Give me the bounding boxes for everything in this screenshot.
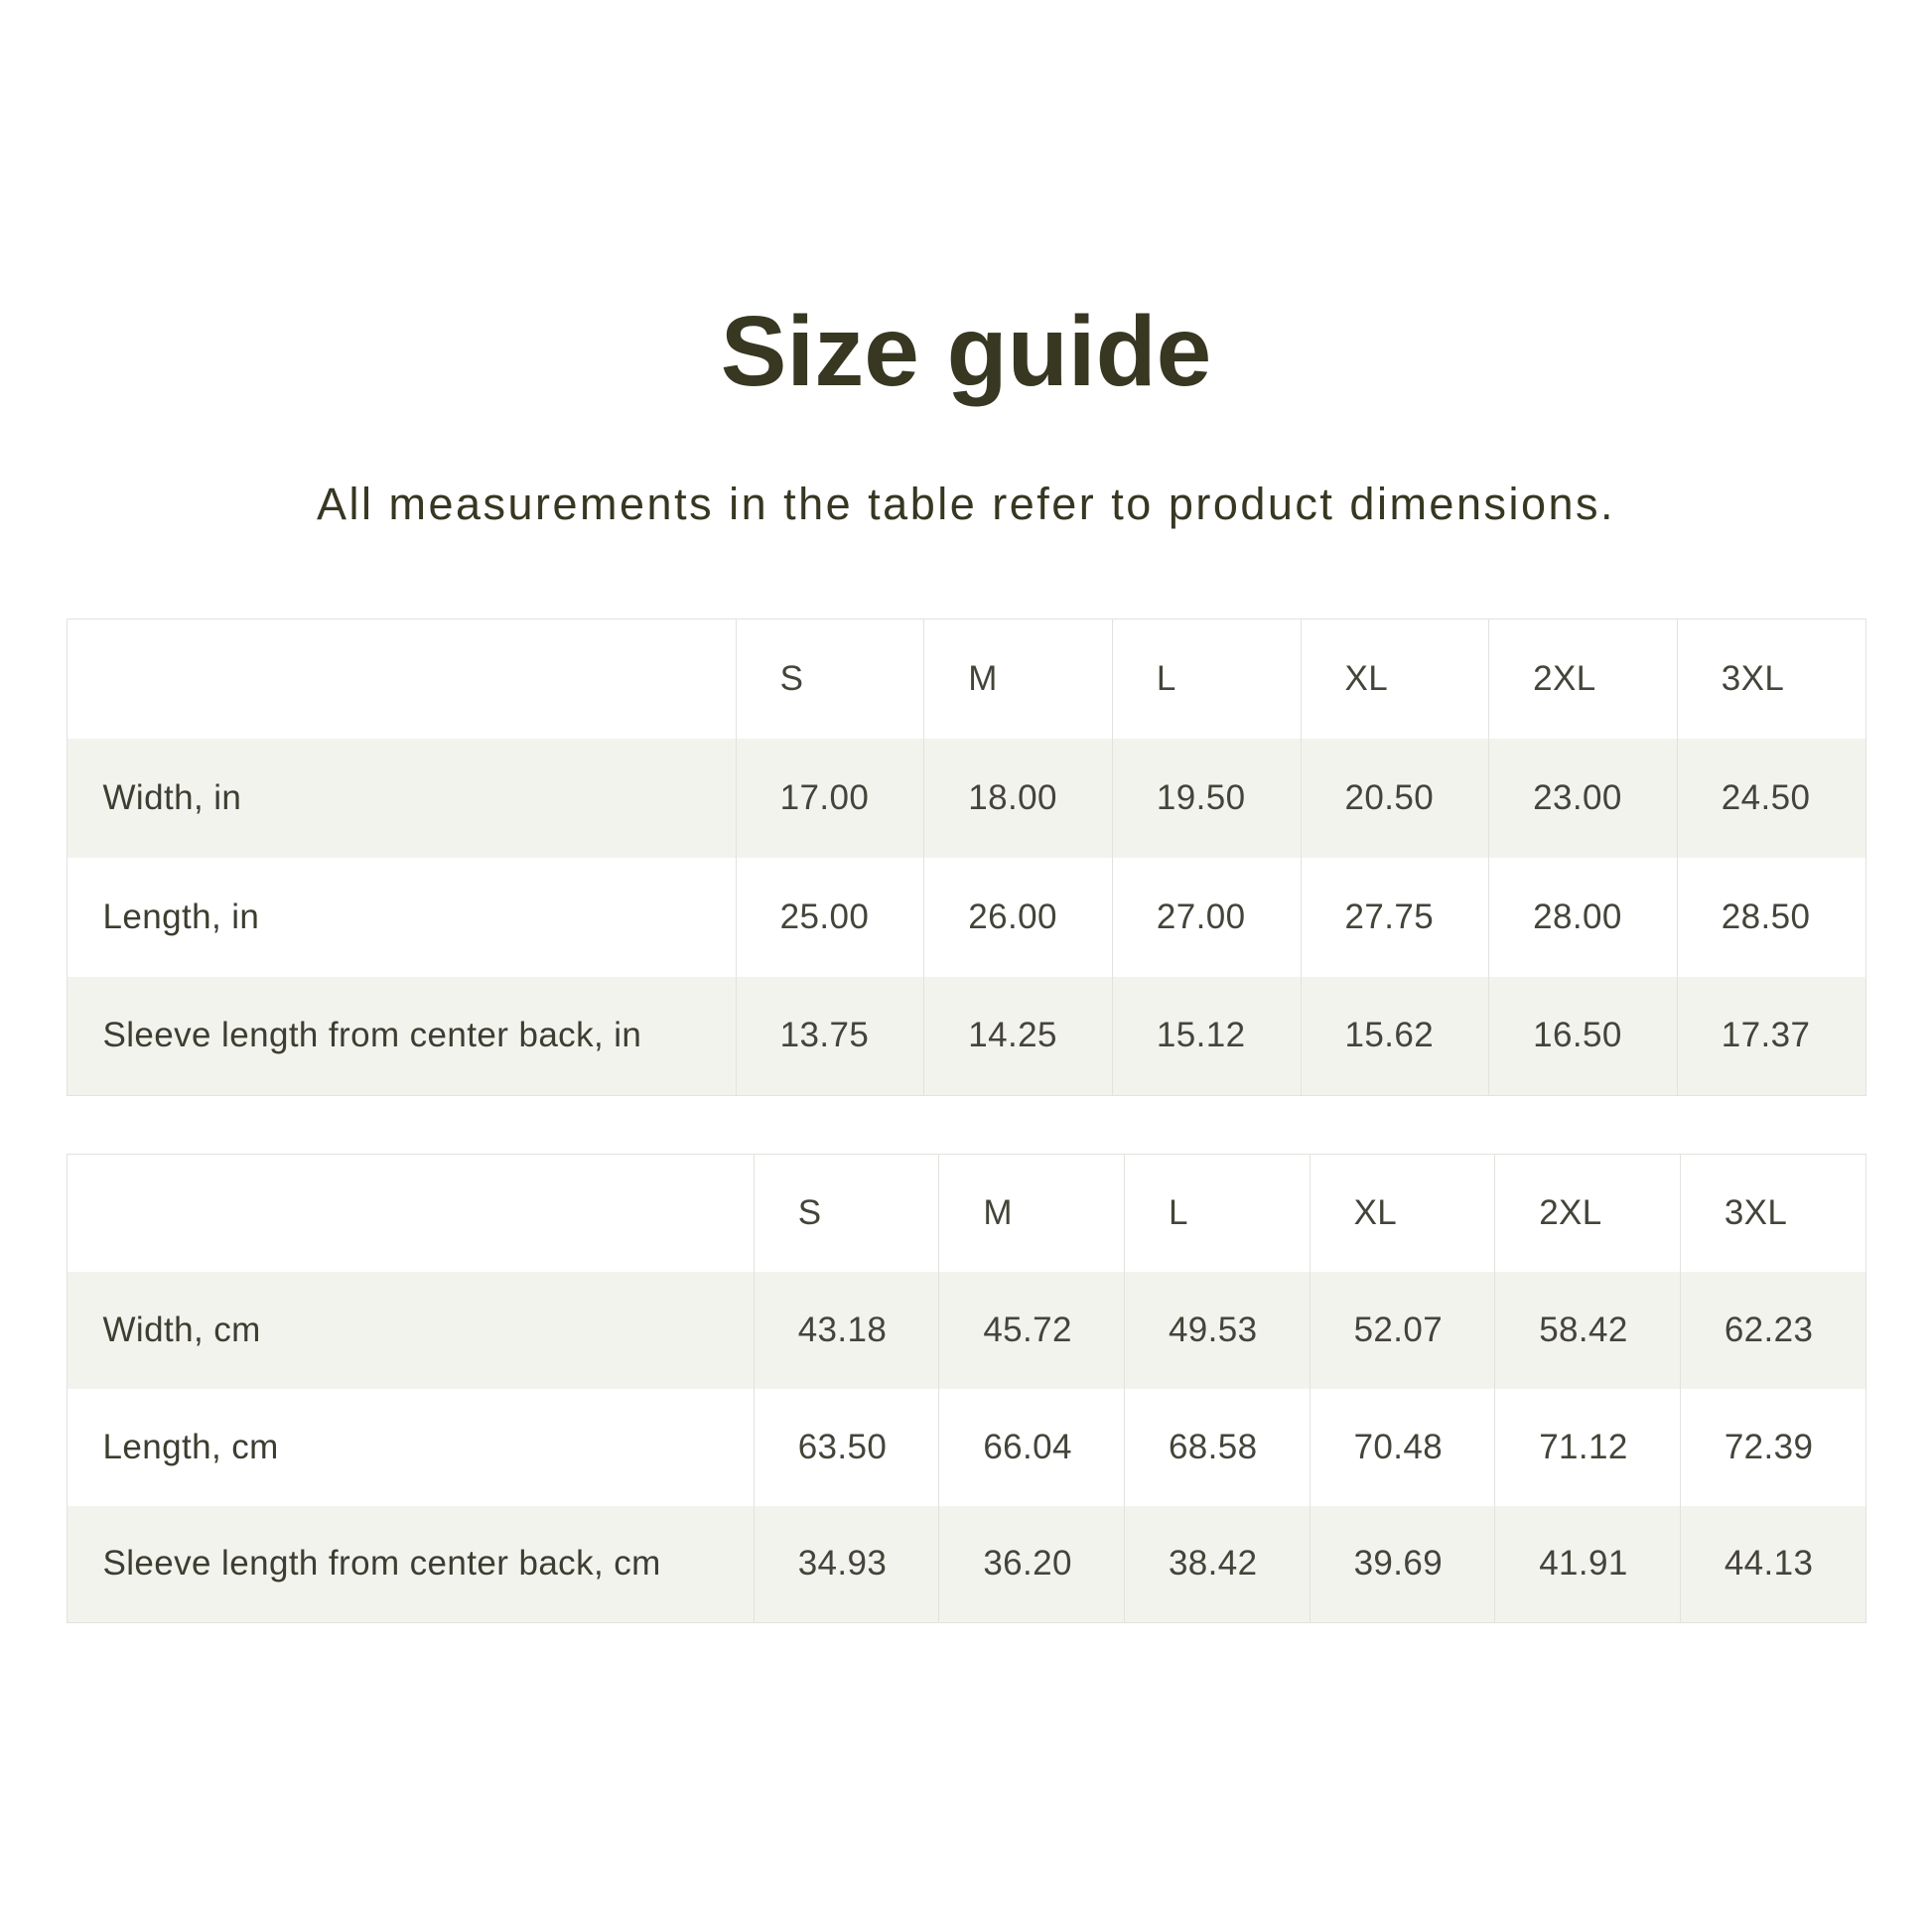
size-value-cell: 70.48 [1310, 1389, 1495, 1506]
size-value-cell: 45.72 [939, 1272, 1125, 1389]
row-label: Width, in [102, 777, 242, 817]
column-header: M [939, 1155, 1125, 1272]
corner-cell [67, 1155, 754, 1272]
size-value-cell: 36.20 [939, 1506, 1125, 1623]
size-value-cell: 49.53 [1124, 1272, 1310, 1389]
column-header: XL [1310, 1155, 1495, 1272]
row-label: Sleeve length from center back, in [102, 1016, 642, 1055]
size-value-cell: 27.00 [1112, 858, 1301, 977]
column-header: XL [1301, 620, 1489, 739]
size-value-cell: 44.13 [1680, 1506, 1865, 1623]
size-value-cell: 23.00 [1489, 739, 1678, 858]
size-value-cell: 19.50 [1112, 739, 1301, 858]
size-value-cell: 17.00 [736, 739, 924, 858]
size-value-cell: 38.42 [1124, 1506, 1310, 1623]
size-value-cell: 16.50 [1489, 977, 1678, 1096]
size-value-cell: 62.23 [1680, 1272, 1865, 1389]
table-row [67, 858, 1865, 977]
size-value-cell: 13.75 [736, 977, 924, 1096]
size-value-cell: 26.00 [924, 858, 1113, 977]
table-row [67, 977, 1865, 1096]
page-subtitle: All measurements in the table refer to product dimensions. [316, 479, 1616, 529]
size-value-cell: 15.12 [1112, 977, 1301, 1096]
table-row [67, 739, 1865, 858]
size-value-cell: 27.75 [1301, 858, 1489, 977]
size-value-cell: 14.25 [924, 977, 1113, 1096]
column-header: M [924, 620, 1113, 739]
size-table-cm [67, 1154, 1866, 1623]
size-value-cell: 28.00 [1489, 858, 1678, 977]
column-header: S [754, 1155, 939, 1272]
size-table-inches [67, 619, 1866, 1096]
size-value-cell: 18.00 [924, 739, 1113, 858]
size-value-cell: 63.50 [754, 1389, 939, 1506]
column-header: 2XL [1495, 1155, 1681, 1272]
size-value-cell: 66.04 [939, 1389, 1125, 1506]
column-header: 2XL [1489, 620, 1678, 739]
size-value-cell: 24.50 [1677, 739, 1865, 858]
size-value-cell: 25.00 [736, 858, 924, 977]
table-header-row [67, 1155, 1865, 1272]
table-row [67, 1272, 1865, 1389]
column-header: S [736, 620, 924, 739]
size-value-cell: 34.93 [754, 1506, 939, 1623]
size-value-cell: 39.69 [1310, 1506, 1495, 1623]
size-value-cell: 72.39 [1680, 1389, 1865, 1506]
column-header: L [1112, 620, 1301, 739]
column-header: 3XL [1680, 1155, 1865, 1272]
size-value-cell: 15.62 [1301, 977, 1489, 1096]
size-value-cell: 71.12 [1495, 1389, 1681, 1506]
size-value-cell: 17.37 [1677, 977, 1865, 1096]
size-table-inches-table [67, 619, 1866, 1096]
table-row [67, 1506, 1865, 1623]
size-value-cell: 41.91 [1495, 1506, 1681, 1623]
row-label: Length, in [102, 897, 260, 936]
size-value-cell: 52.07 [1310, 1272, 1495, 1389]
table-header-row [67, 620, 1865, 739]
size-value-cell: 20.50 [1301, 739, 1489, 858]
table-row [67, 1389, 1865, 1506]
size-value-cell: 58.42 [1495, 1272, 1681, 1389]
size-value-cell: 68.58 [1124, 1389, 1310, 1506]
row-label: Width, cm [102, 1310, 261, 1349]
page-title: Size guide [720, 296, 1212, 407]
column-header: 3XL [1677, 620, 1865, 739]
row-label: Sleeve length from center back, cm [102, 1544, 661, 1584]
size-value-cell: 28.50 [1677, 858, 1865, 977]
column-header: L [1124, 1155, 1310, 1272]
size-value-cell: 43.18 [754, 1272, 939, 1389]
corner-cell [67, 620, 736, 739]
size-table-cm-table [67, 1154, 1866, 1623]
row-label: Length, cm [102, 1427, 279, 1466]
